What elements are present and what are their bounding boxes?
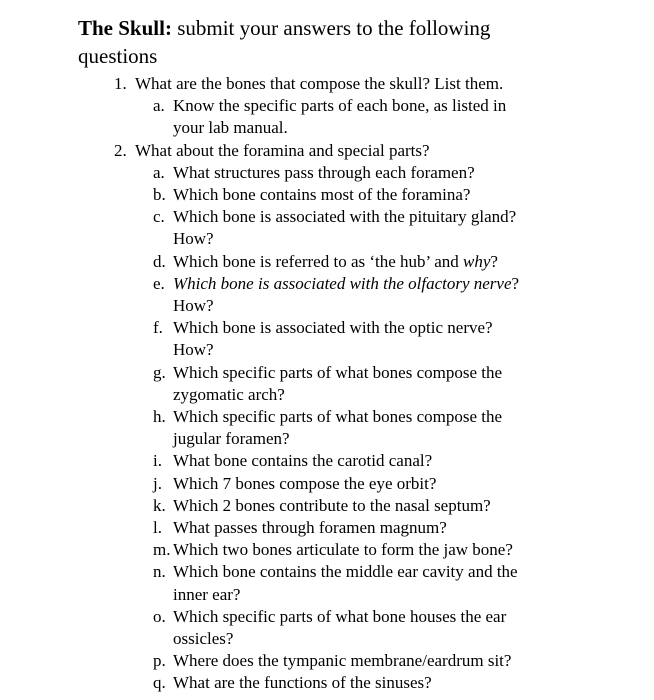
sub-question-text: Which bone contains the middle ear cavity and the	[173, 562, 518, 582]
question-2	[78, 140, 638, 162]
sub-question-text-continued: jugular foramen?	[173, 429, 290, 449]
title-rest: submit your answers to the following	[171, 16, 491, 40]
sub-question-text-continued: ossicles?	[173, 629, 234, 649]
sub-question-text: Which bone contains most of the foramina?	[173, 185, 471, 205]
sub-question-text-end: ?	[511, 273, 520, 293]
sub-question-emphasis: why	[463, 251, 491, 271]
sub-question-text: Which specific parts of what bones compose the	[173, 407, 503, 427]
sub-question	[78, 561, 638, 605]
sub-question-text-continued: your lab manual.	[173, 118, 288, 138]
sub-question-label: i.	[153, 451, 162, 471]
sub-question	[78, 672, 638, 694]
sub-question	[78, 495, 638, 517]
sub-question	[78, 273, 638, 317]
sub-question-text-continued: zygomatic arch?	[173, 384, 285, 404]
sub-question-text: What are the functions of the sinuses?	[173, 673, 432, 693]
sub-question	[78, 184, 638, 206]
sub-question	[78, 450, 638, 472]
sub-question-label: g.	[153, 362, 166, 382]
title-bold: The Skull:	[78, 16, 172, 40]
sub-question-label: e.	[153, 273, 165, 293]
sub-question	[78, 517, 638, 539]
sub-question-text: What bone contains the carotid canal?	[173, 451, 433, 471]
document-title-continued: questions	[78, 44, 158, 68]
sub-question-text-continued: How?	[173, 229, 214, 249]
sub-question	[78, 362, 638, 406]
sub-question-label: k.	[153, 495, 166, 515]
sub-question-text: Which two bones articulate to form the jaw bone?	[173, 540, 513, 560]
sub-question-text: What passes through foramen magnum?	[173, 518, 447, 538]
sub-question	[78, 539, 638, 561]
sub-question-label: o.	[153, 606, 166, 626]
sub-question	[78, 251, 638, 273]
sub-question-text: Which 2 bones contribute to the nasal septum?	[173, 495, 491, 515]
sub-question-text: Which specific parts of what bones compose the	[173, 362, 503, 382]
question-text: What are the bones that compose the skull? List them.	[135, 74, 504, 93]
sub-question-label: m.	[153, 540, 171, 560]
sub-question-label: d.	[153, 251, 166, 271]
sub-question-label: n.	[153, 562, 166, 582]
sub-question-label: p.	[153, 651, 166, 671]
sub-question-text-continued: How?	[173, 340, 214, 360]
sub-question-label: j.	[153, 473, 162, 493]
sub-question-text: Which bone is associated with the pituitary gland?	[173, 207, 517, 227]
sub-question-text-continued: inner ear?	[173, 584, 241, 604]
question-number: 2.	[114, 140, 127, 160]
sub-question-label: l.	[153, 518, 162, 538]
sub-question	[78, 95, 638, 139]
sub-question-label: a.	[153, 96, 165, 116]
sub-question-text: Which bone is referred to as ‘the hub’ and	[173, 251, 463, 271]
sub-question-label: b.	[153, 185, 166, 205]
sub-question-text: What structures pass through each foramen?	[173, 162, 475, 182]
sub-question	[78, 406, 638, 450]
sub-question	[78, 162, 638, 184]
question-text: What about the foramina and special parts?	[135, 140, 430, 160]
sub-question-label: f.	[153, 318, 163, 338]
sub-question-label: h.	[153, 407, 166, 427]
sub-question-label: a.	[153, 162, 165, 182]
document-title	[78, 14, 638, 42]
sub-question-text: Know the specific parts of each bone, as listed in	[173, 96, 507, 116]
question-1	[78, 73, 638, 95]
sub-question-text-continued: How?	[173, 296, 214, 316]
sub-question-emphasis: Which bone is associated with the olfactory nerve	[173, 273, 512, 293]
document	[78, 14, 638, 695]
sub-question	[78, 206, 638, 250]
sub-question-text: Which bone is associated with the optic nerve?	[173, 318, 493, 338]
sub-question	[78, 650, 638, 672]
sub-question-label: c.	[153, 207, 165, 227]
sub-question-text: Which specific parts of what bone houses the ear	[173, 606, 507, 626]
sub-question-text-end: ?	[490, 251, 498, 271]
sub-question-text: Which 7 bones compose the eye orbit?	[173, 473, 437, 493]
question-number: 1.	[114, 74, 127, 93]
sub-question-text: Where does the tympanic membrane/eardrum sit?	[173, 651, 512, 671]
sub-question	[78, 317, 638, 361]
sub-question-label: q.	[153, 673, 166, 693]
sub-question	[78, 606, 638, 650]
sub-question	[78, 473, 638, 495]
